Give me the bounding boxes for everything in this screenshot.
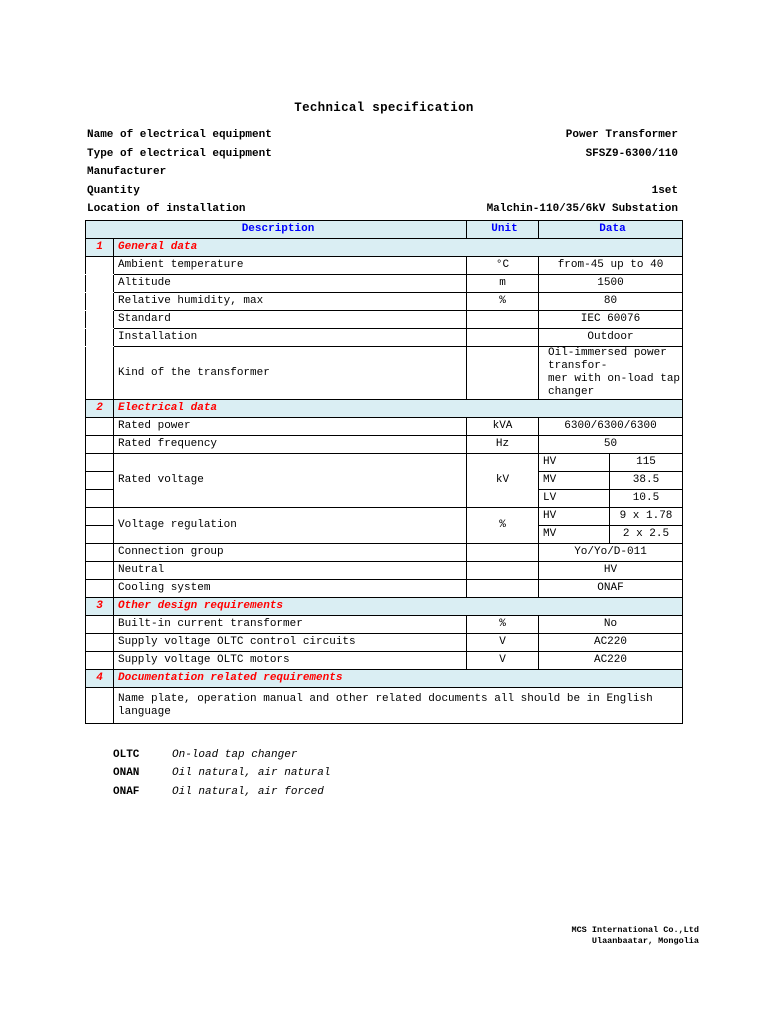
voltage-side: MV: [539, 472, 610, 490]
footer-city: Ulaanbaatar, Mongolia: [591, 936, 699, 946]
table-row: [86, 436, 683, 454]
header-label: Quantity: [87, 185, 140, 197]
voltage-side: HV: [539, 454, 610, 472]
row-unit: [467, 580, 539, 598]
row-unit: kV: [467, 454, 539, 508]
row-description: Ambient temperature: [114, 257, 467, 275]
voltage-value: 38.5: [610, 472, 683, 490]
header-label: Type of electrical equipment: [87, 148, 272, 160]
col-header-data: Data: [539, 221, 683, 239]
row-unit: [467, 311, 539, 329]
section-row: [86, 670, 683, 688]
header-label: Manufacturer: [87, 166, 167, 178]
regulation-side: HV: [539, 508, 610, 526]
section-title: Electrical data: [114, 400, 683, 418]
abbreviation-meaning: Oil natural, air forced: [172, 786, 324, 798]
row-data: 6300/6300/6300: [539, 418, 683, 436]
table-row: [86, 257, 683, 275]
row-data: No: [539, 616, 683, 634]
footer: [571, 925, 699, 947]
table-row: [86, 293, 683, 311]
row-data: from-45 up to 40: [539, 257, 683, 275]
row-description: Connection group: [114, 544, 467, 562]
table-row: [86, 652, 683, 670]
table-row: [86, 634, 683, 652]
section-title: Documentation related requirements: [114, 670, 683, 688]
table-row: [86, 508, 683, 526]
row-data: HV: [539, 562, 683, 580]
row-data: AC220: [539, 652, 683, 670]
row-data: AC220: [539, 634, 683, 652]
header-row: [87, 185, 678, 201]
table-header-row: [86, 221, 683, 239]
section-number: 1: [86, 239, 114, 257]
row-unit: Hz: [467, 436, 539, 454]
row-data: 80: [539, 293, 683, 311]
col-header-description: Description: [86, 221, 467, 239]
row-description: Altitude: [114, 275, 467, 293]
section-number: 3: [86, 598, 114, 616]
row-description: Relative humidity, max: [114, 293, 467, 311]
row-description: Cooling system: [114, 580, 467, 598]
regulation-value: 9 x 1.78: [610, 508, 683, 526]
documentation-text: Name plate, operation manual and other related documents all should be in English language: [114, 688, 683, 724]
table-row: [86, 616, 683, 634]
row-data: IEC 60076: [539, 311, 683, 329]
row-data: Oil-immersed power transfor- mer with on-load tap changer: [539, 347, 683, 400]
abbreviation: ONAF: [113, 786, 140, 798]
row-data: Yo/Yo/D-011: [539, 544, 683, 562]
header-value: Malchin-110/35/6kV Substation: [486, 203, 678, 215]
table-row: [86, 580, 683, 598]
table-row: [86, 562, 683, 580]
header-value: SFSZ9-6300/110: [585, 148, 678, 160]
row-description: Rated power: [114, 418, 467, 436]
section-row: [86, 239, 683, 257]
section-row: [86, 598, 683, 616]
header-row: [87, 148, 678, 164]
footer-company: MCS International Co.,Ltd: [571, 925, 699, 935]
row-description: Neutral: [114, 562, 467, 580]
table-row: [86, 544, 683, 562]
voltage-value: 115: [610, 454, 683, 472]
header-value: Power Transformer: [565, 129, 678, 141]
header-value: 1set: [651, 185, 678, 197]
row-unit: [467, 544, 539, 562]
table-row: [86, 275, 683, 293]
header-label: Name of electrical equipment: [87, 129, 272, 141]
header-row: [87, 166, 678, 182]
abbreviation: OLTC: [113, 749, 140, 761]
abbreviation-meaning: Oil natural, air natural: [172, 767, 331, 779]
page-title: Technical specification: [294, 101, 474, 115]
col-header-unit: Unit: [467, 221, 539, 239]
table-row: [86, 311, 683, 329]
row-data: 1500: [539, 275, 683, 293]
voltage-side: LV: [539, 490, 610, 508]
header-label: Location of installation: [87, 203, 246, 215]
header-row: [87, 203, 678, 219]
row-description: Installation: [114, 329, 467, 347]
row-description: Rated voltage: [114, 454, 467, 508]
section-number: 4: [86, 670, 114, 688]
voltage-value: 10.5: [610, 490, 683, 508]
abbreviation-meaning: On-load tap changer: [172, 749, 298, 761]
row-unit: [467, 562, 539, 580]
table-row: [86, 418, 683, 436]
row-description: Supply voltage OLTC control circuits: [114, 634, 467, 652]
regulation-side: MV: [539, 526, 610, 544]
table-row: [86, 347, 683, 400]
row-unit: m: [467, 275, 539, 293]
row-description: Supply voltage OLTC motors: [114, 652, 467, 670]
row-unit: V: [467, 652, 539, 670]
row-unit: %: [467, 616, 539, 634]
section-number: 2: [86, 400, 114, 418]
row-unit: %: [467, 293, 539, 311]
row-description: Standard: [114, 311, 467, 329]
row-unit: °C: [467, 257, 539, 275]
row-unit: kVA: [467, 418, 539, 436]
abbreviation: ONAN: [113, 767, 140, 779]
section-title: Other design requirements: [114, 598, 683, 616]
section-row: [86, 400, 683, 418]
row-description: Kind of the transformer: [114, 347, 467, 400]
regulation-value: 2 x 2.5: [610, 526, 683, 544]
row-description: Voltage regulation: [114, 508, 467, 544]
row-unit: [467, 347, 539, 400]
row-data: 50: [539, 436, 683, 454]
row-unit: [467, 329, 539, 347]
table-row: [86, 454, 683, 472]
row-unit: %: [467, 508, 539, 544]
row-data: ONAF: [539, 580, 683, 598]
row-unit: V: [467, 634, 539, 652]
header-row: [87, 129, 678, 145]
row-description: Built-in current transformer: [114, 616, 467, 634]
section-title: General data: [114, 239, 683, 257]
table-row: [86, 688, 683, 724]
row-data: Outdoor: [539, 329, 683, 347]
spec-table: [85, 220, 683, 724]
table-row: [86, 329, 683, 347]
row-description: Rated frequency: [114, 436, 467, 454]
